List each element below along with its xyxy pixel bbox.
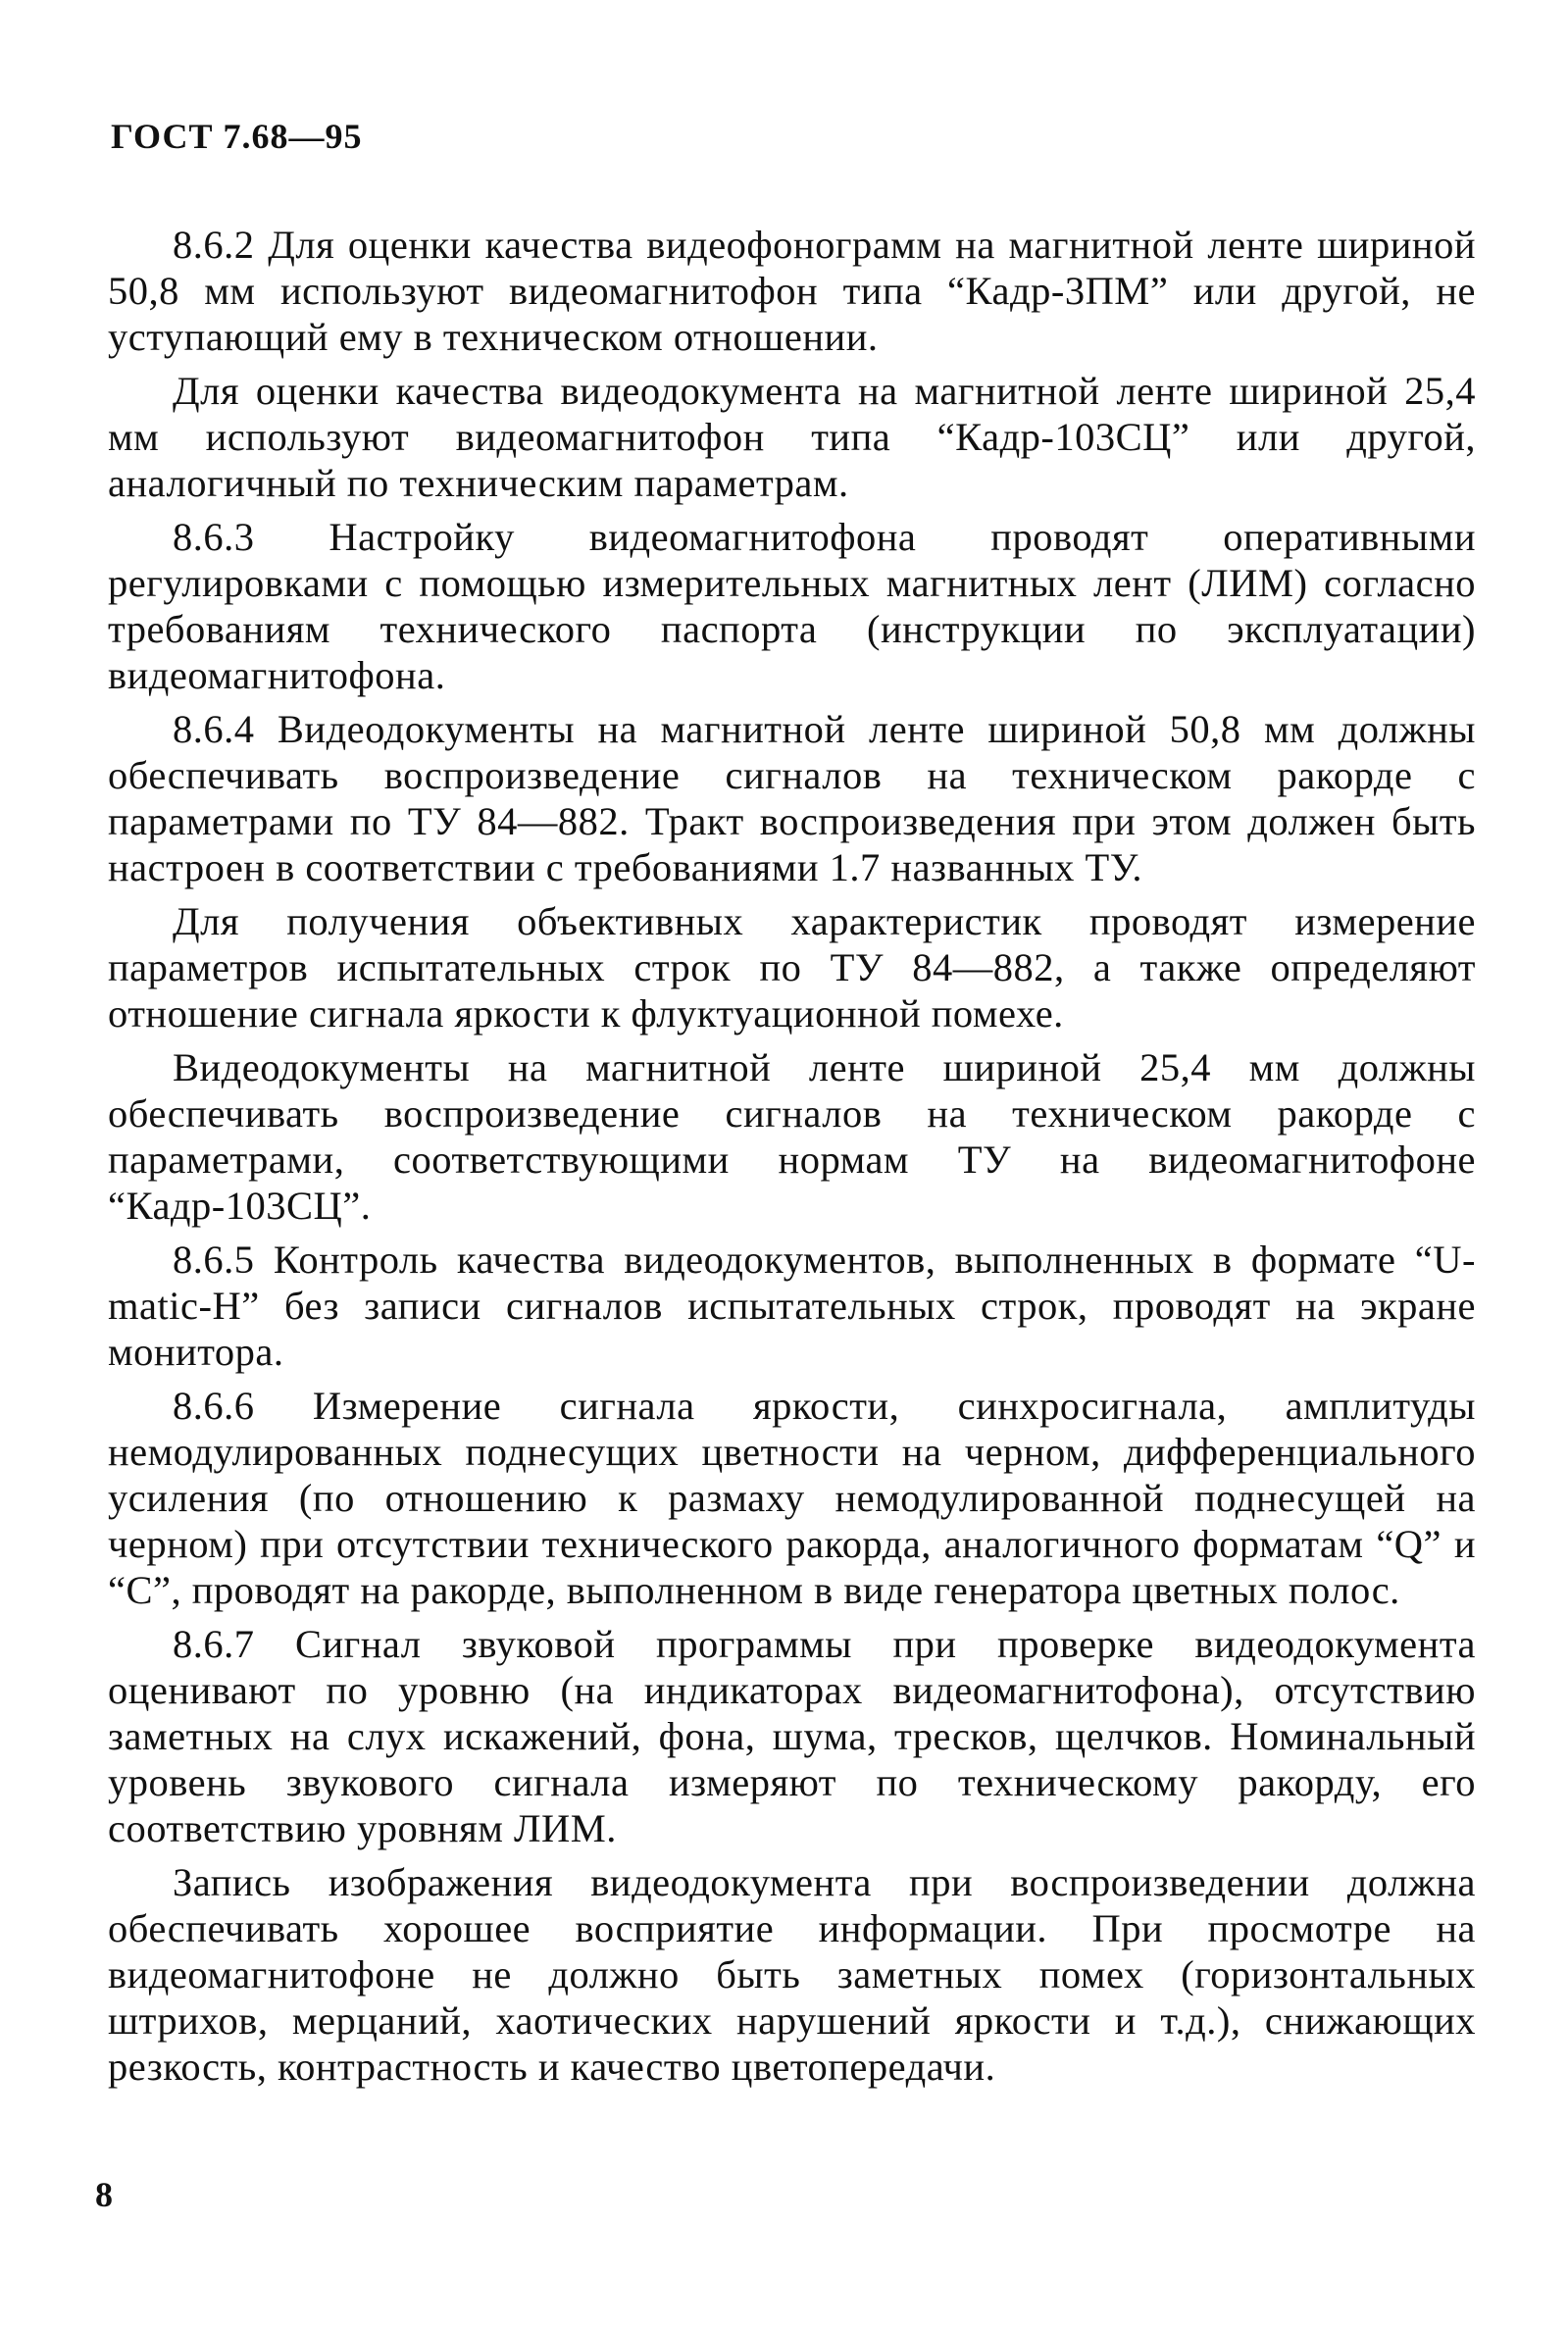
paragraph-image-recording: Запись изображения видеодокумента при воспроизведении должна обеспечивать хорошее восприятие информации. При просмотре на видеомагнитофоне не должно быть заметных помех (горизонтальных штрихов, мерцаний, хаотических нарушений яркости и т.д.), снижающих резкость, контрастность и качество цветопередачи. bbox=[108, 1860, 1476, 2089]
paragraph-video-25-4: Для оценки качества видеодокумента на магнитной ленте шириной 25,4 мм используют видеомагнитофон типа “Кадр-103СЦ” или другой, аналогичный по техническим параметрам. bbox=[108, 369, 1476, 505]
document-body bbox=[108, 222, 1476, 2098]
paragraph-8-6-3: 8.6.3 Настройку видеомагнитофона проводят оперативными регулировками с помощью измерительных магнитных лент (ЛИМ) согласно требованиям технического паспорта (инструкции по эксплуатации) видеомагнитофона. bbox=[108, 515, 1476, 697]
paragraph-8-6-4: 8.6.4 Видеодокументы на магнитной ленте шириной 50,8 мм должны обеспечивать воспроизведение сигналов на техническом ракорде с параметрами по ТУ 84—882. Тракт воспроизведения при этом должен быть настроен в соответствии с требованиями 1.7 названных ТУ. bbox=[108, 707, 1476, 889]
document-header: ГОСТ 7.68—95 bbox=[111, 117, 363, 156]
paragraph-8-6-7: 8.6.7 Сигнал звуковой программы при проверке видеодокумента оценивают по уровню (на индикаторах видеомагнитофона), отсутствию заметных на слух искажений, фона, шума, тресков, щелчков. Номинальный уровень звукового сигнала измеряют по техническому ракорду, его соответствию уровням ЛИМ. bbox=[108, 1622, 1476, 1850]
paragraph-8-6-6: 8.6.6 Измерение сигнала яркости, синхросигнала, амплитуды немодулированных поднесущих цветности на черном, дифференциального усиления (по отношению к размаху немодулированной поднесущей на черном) при отсутствии технического ракорда, аналогичного форматам “Q” и “С”, проводят на ракорде, выполненном в виде генератора цветных полос. bbox=[108, 1384, 1476, 1612]
paragraph-video-25-4-playback: Видеодокументы на магнитной ленте шириной 25,4 мм должны обеспечивать воспроизведение сигналов на техническом ракорде с параметрами, соответствующими нормам ТУ на видеомагнитофоне “Кадр-103СЦ”. bbox=[108, 1045, 1476, 1228]
page-number: 8 bbox=[95, 2175, 113, 2214]
paragraph-8-6-5: 8.6.5 Контроль качества видеодокументов, выполненных в формате “U-matic-H” без записи сигналов испытательных строк, проводят на экране монитора. bbox=[108, 1238, 1476, 1374]
paragraph-objective-characteristics: Для получения объективных характеристик проводят измерение параметров испытательных строк по ТУ 84—882, а также определяют отношение сигнала яркости к флуктуационной помехе. bbox=[108, 899, 1476, 1036]
paragraph-8-6-2: 8.6.2 Для оценки качества видеофонограмм на магнитной ленте шириной 50,8 мм используют видеомагнитофон типа “Кадр-3ПМ” или другой, не уступающий ему в техническом отношении. bbox=[108, 223, 1476, 359]
